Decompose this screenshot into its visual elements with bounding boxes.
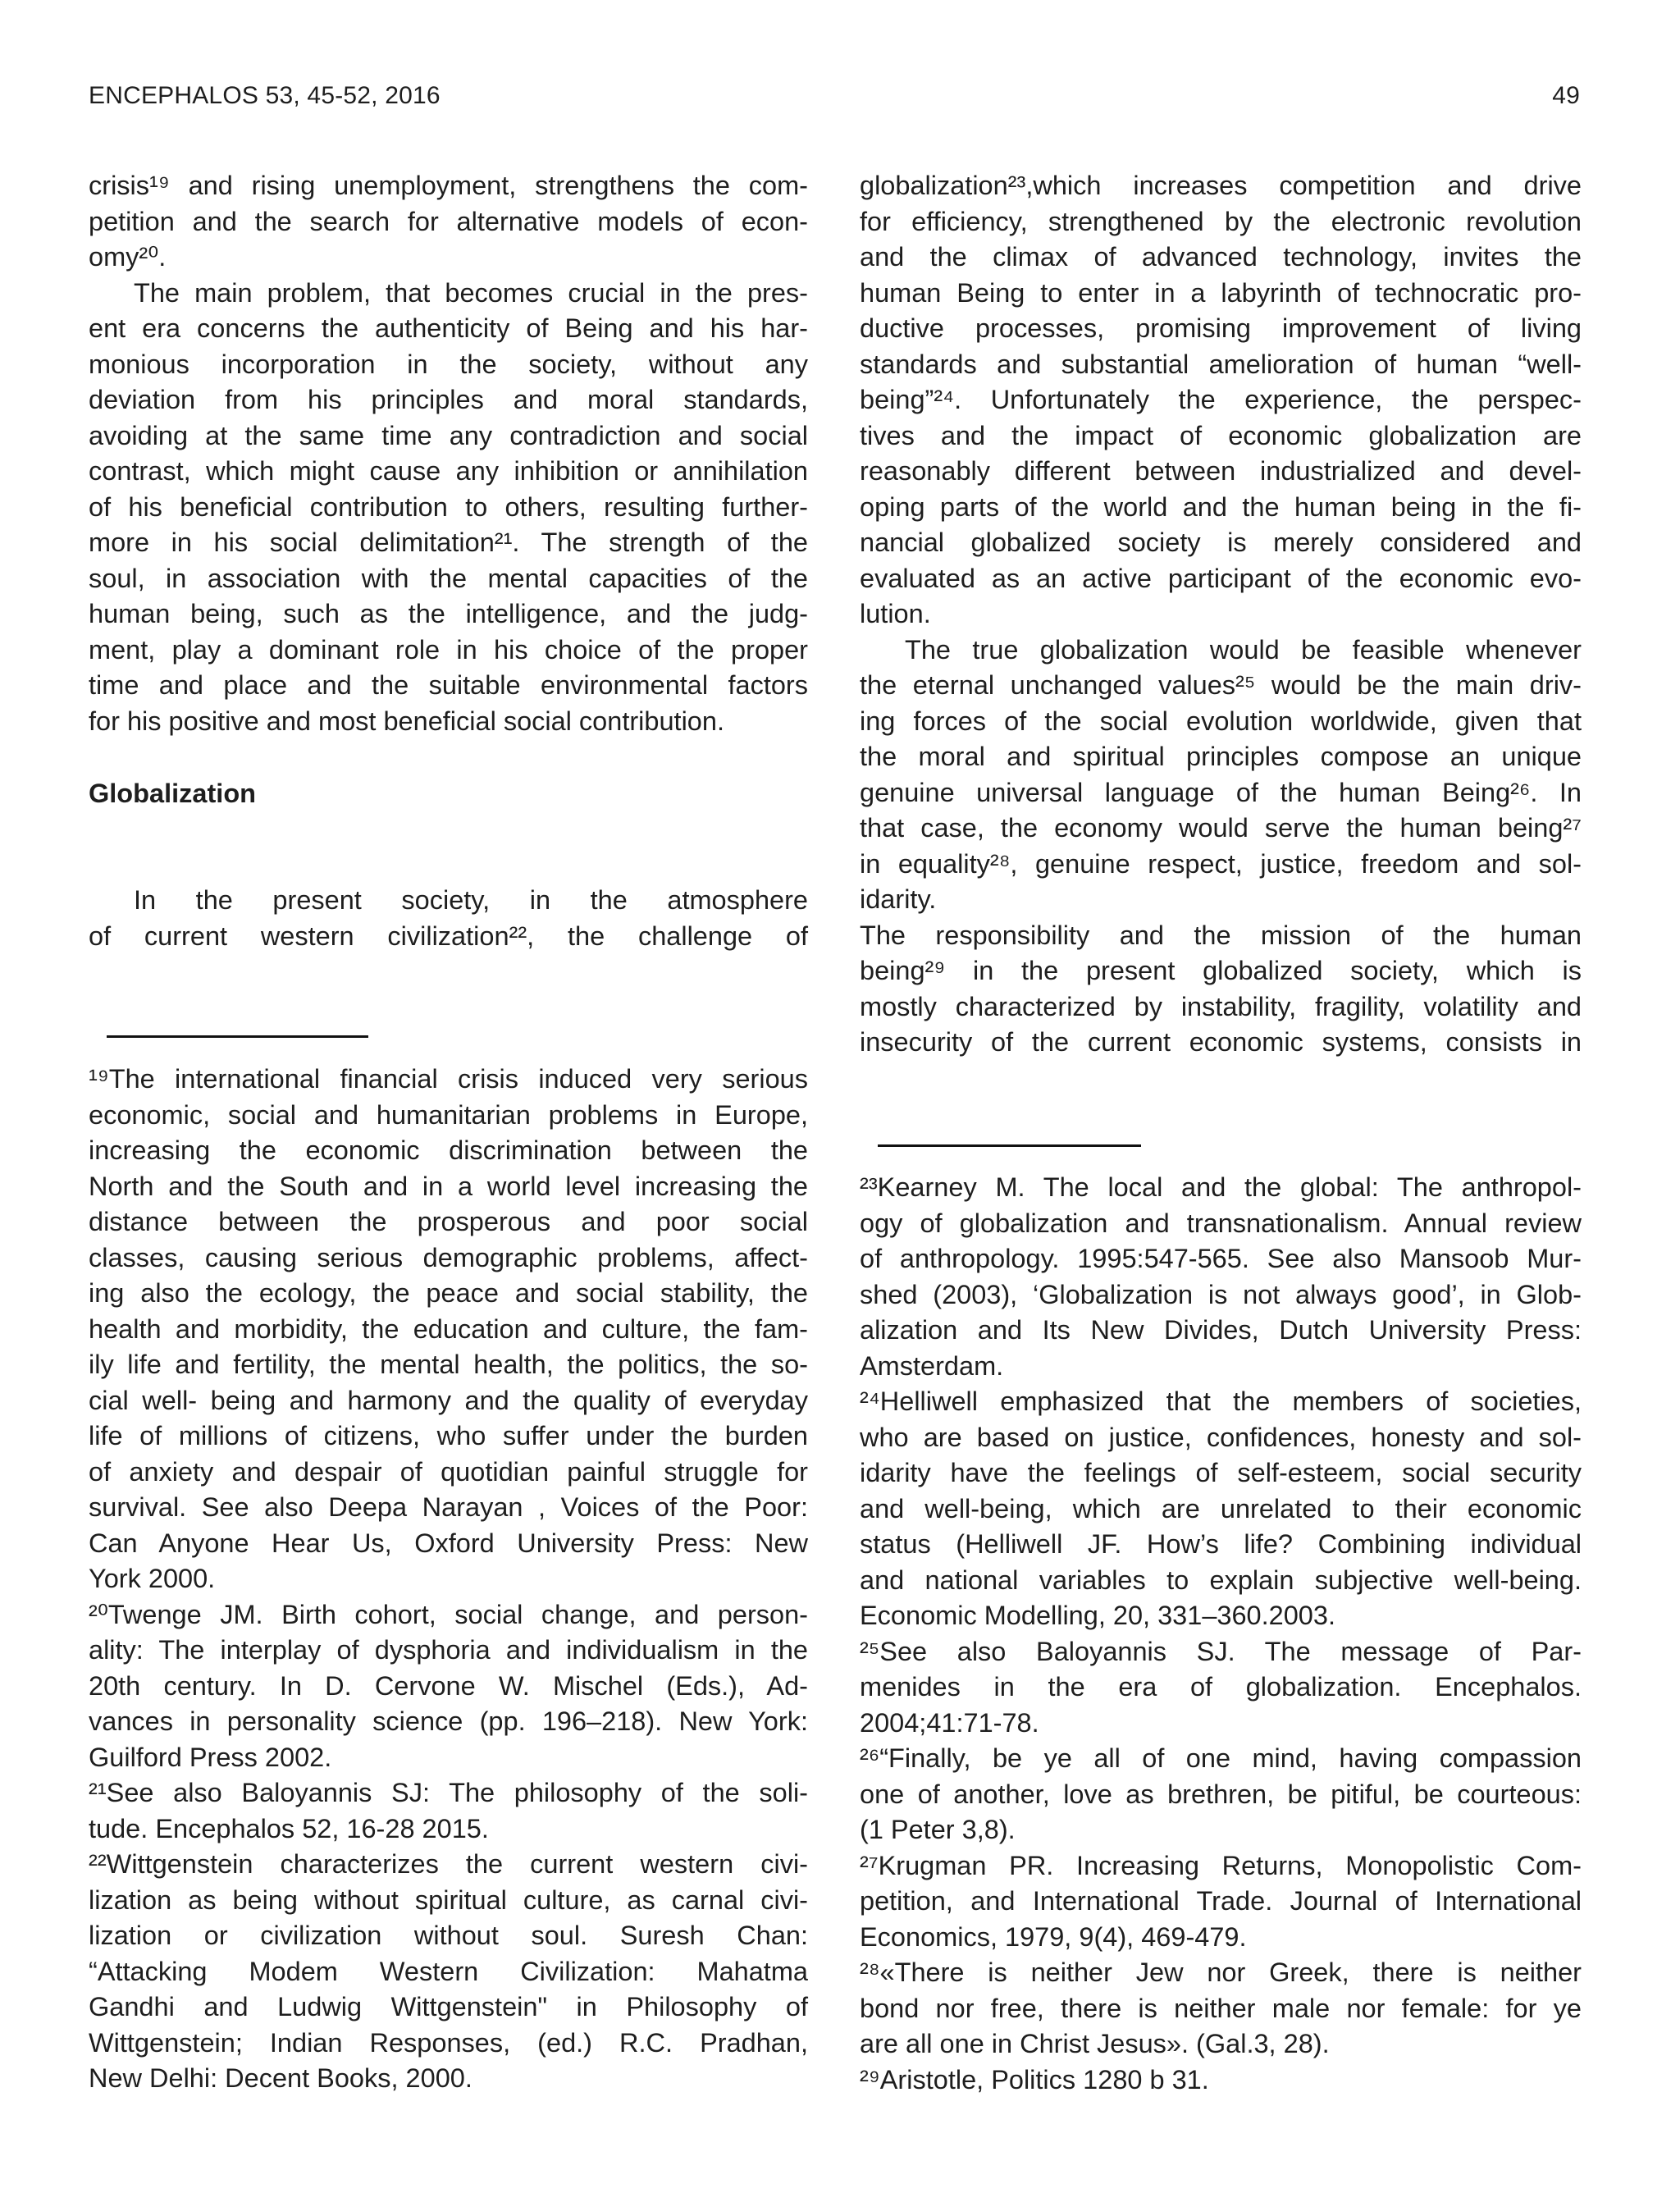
- text-line: ²⁸«There is neither Jew nor Greek, there is neither: [860, 1957, 1582, 1987]
- text-line: York 2000.: [89, 1564, 216, 1593]
- text-line: petition and the search for alternative models of econ-: [89, 206, 808, 236]
- footnote: [860, 1384, 1582, 1634]
- text-line: and the climax of advanced technology, invites the: [860, 242, 1582, 272]
- footnote: [89, 1847, 808, 2097]
- text-line: health and morbidity, the education and culture, the fam-: [89, 1313, 808, 1344]
- text-line: Can Anyone Hear Us, Oxford University Press: New: [89, 1528, 808, 1558]
- text-line: tude. Encephalos 52, 16-28 2015.: [89, 1813, 489, 1843]
- text-line: ent era concerns the authenticity of Being and his har-: [89, 313, 808, 343]
- text-line: Economics, 1979, 9(4), 469-479.: [860, 1921, 1247, 1952]
- right-column-footnotes: [860, 1170, 1582, 2098]
- text-line: cial well- being and harmony and the quality of everyday: [89, 1385, 808, 1415]
- text-line: in equality²⁸, genuine respect, justice, freedom and sol-: [860, 848, 1582, 879]
- text-line: lization or civilization without soul. Suresh Chan:: [89, 1921, 808, 1950]
- paragraph: [89, 276, 808, 740]
- text-line: nancial globalized society is merely considered and: [860, 528, 1582, 557]
- text-line: The true globalization would be feasible whenever: [905, 634, 1582, 665]
- footnote-separator-left: [107, 1035, 368, 1038]
- footnote: [860, 2063, 1582, 2099]
- text-line: are all one in Christ Jesus». (Gal.3, 28).: [860, 2029, 1330, 2058]
- footnote: [860, 1848, 1582, 1956]
- footnote: [860, 1634, 1582, 1742]
- footnote: [860, 1170, 1582, 1384]
- text-line: ality: The interplay of dysphoria and individualism in the: [89, 1635, 808, 1665]
- text-line: reasonably different between industrialized and devel-: [860, 456, 1582, 486]
- text-line: Amsterdam.: [860, 1350, 1004, 1381]
- text-line: The responsibility and the mission of the human: [860, 920, 1582, 950]
- footnote: [89, 1062, 808, 1597]
- text-line: evaluated as an active participant of the economic evo-: [860, 563, 1582, 593]
- text-line: the moral and spiritual principles compose an unique: [860, 742, 1582, 771]
- text-line: more in his social delimitation²¹. The strength of the: [89, 528, 808, 557]
- text-line: ogy of globalization and transnationalism. Annual review: [860, 1208, 1582, 1238]
- paragraph: [860, 168, 1582, 633]
- text-line: ductive processes, promising improvement of living: [860, 313, 1582, 343]
- text-line: Guilford Press 2002.: [89, 1742, 332, 1772]
- text-line: Economic Modelling, 20, 331–360.2003.: [860, 1601, 1335, 1630]
- text-line: economic, social and humanitarian problems in Europe,: [89, 1099, 808, 1130]
- text-line: distance between the prosperous and poor social: [89, 1207, 808, 1236]
- footnote: [860, 1955, 1582, 2063]
- text-line: petition, and International Trade. Journal of International: [860, 1886, 1582, 1916]
- footnote: [89, 1597, 808, 1776]
- text-line: ment, play a dominant role in his choice of the proper: [89, 634, 808, 665]
- text-line: In the present society, in the atmosphere: [134, 885, 808, 915]
- text-line: “Attacking Modem Western Civilization: Mahatma: [89, 1956, 808, 1986]
- text-line: ²⁹Aristotle, Politics 1280 b 31.: [860, 2064, 1209, 2095]
- text-line: deviation from his principles and moral standards,: [89, 385, 808, 414]
- text-line: lization as being without spiritual culture, as carnal civi-: [89, 1884, 808, 1915]
- footnote: [89, 1775, 808, 1847]
- right-column-body: [860, 168, 1582, 1061]
- paragraph: [860, 633, 1582, 918]
- text-line: tives and the impact of economic globalization are: [860, 420, 1582, 450]
- text-line: crisis¹⁹ and rising unemployment, strengthens the com-: [89, 171, 808, 200]
- text-line: status (Helliwell JF. How’s life? Combining individual: [860, 1529, 1582, 1559]
- text-line: Wittgenstein; Indian Responses, (ed.) R.C. Pradhan,: [89, 2027, 808, 2058]
- text-line: being²⁹ in the present globalized society, which is: [860, 956, 1582, 985]
- text-line: for his positive and most beneficial social contribution.: [89, 706, 724, 736]
- text-line: ²³Kearney M. The local and the global: The anthropol-: [860, 1172, 1582, 1202]
- text-line: idarity.: [860, 884, 937, 914]
- text-line: the eternal unchanged values²⁵ would be the main driv-: [860, 670, 1582, 700]
- text-line: human being, such as the intelligence, and the judg-: [89, 599, 808, 628]
- text-line: ily life and fertility, the mental health, the politics, the so-: [89, 1350, 808, 1379]
- text-line: ing forces of the social evolution worldwide, given that: [860, 706, 1582, 736]
- text-line: New Delhi: Decent Books, 2000.: [89, 2063, 472, 2093]
- left-column-footnotes: [89, 1062, 808, 2097]
- text-line: time and place and the suitable environmental factors: [89, 670, 808, 700]
- running-header-journal: ENCEPHALOS 53, 45-52, 2016: [89, 82, 441, 109]
- text-line: The main problem, that becomes crucial in the pres-: [134, 277, 808, 308]
- text-line: menides in the era of globalization. Encephalos.: [860, 1672, 1582, 1702]
- text-line: ¹⁹The international financial crisis induced very serious: [89, 1064, 808, 1094]
- text-line: ²⁵See also Baloyannis SJ. The message of Par-: [860, 1636, 1582, 1666]
- footnote-separator-right: [878, 1144, 1141, 1147]
- text-line: survival. See also Deepa Narayan , Voices of the Poor:: [89, 1492, 808, 1522]
- paragraph: [860, 918, 1582, 1061]
- text-line: ing also the ecology, the peace and social stability, the: [89, 1278, 808, 1308]
- text-line: soul, in association with the mental capacities of the: [89, 563, 808, 593]
- text-line: being”²⁴. Unfortunately the experience, the perspec-: [860, 385, 1582, 414]
- text-line: 20th century. In D. Cervone W. Mischel (Eds.), Ad-: [89, 1670, 808, 1701]
- text-line: ²²Wittgenstein characterizes the current western civi-: [89, 1849, 808, 1879]
- text-line: and national variables to explain subjective well-being.: [860, 1565, 1582, 1595]
- text-line: ²⁴Helliwell emphasized that the members of societies,: [860, 1386, 1582, 1416]
- text-line: insecurity of the current economic systems, consists in: [860, 1027, 1582, 1057]
- text-line: of anxiety and despair of quotidian painful struggle for: [89, 1456, 808, 1487]
- page-number: 49: [1552, 82, 1580, 109]
- text-line: classes, causing serious demographic problems, affect-: [89, 1242, 808, 1272]
- text-line: 2004;41:71-78.: [860, 1707, 1039, 1738]
- text-line: lution.: [860, 599, 931, 628]
- text-line: one of another, love as brethren, be pitiful, be courteous:: [860, 1779, 1582, 1809]
- text-line: bond nor free, there is neither male nor female: for ye: [860, 1993, 1582, 2023]
- text-line: of current western civilization²², the challenge of: [89, 920, 808, 951]
- text-line: Gandhi and Ludwig Wittgenstein" in Philosophy of: [89, 1992, 808, 2021]
- text-line: ²⁶“Finally, be ye all of one mind, having compassion: [860, 1743, 1582, 1773]
- text-line: avoiding at the same time any contradiction and social: [89, 420, 808, 450]
- text-line: oping parts of the world and the human being in the fi-: [860, 491, 1582, 522]
- text-line: globalization²³,which increases competition and drive: [860, 171, 1582, 200]
- text-line: life of millions of citizens, who suffer under the burden: [89, 1421, 808, 1450]
- paragraph: [89, 883, 808, 954]
- text-line: shed (2003), ‘Globalization is not always good’, in Glob-: [860, 1279, 1582, 1309]
- text-line: that case, the economy would serve the human being²⁷: [860, 813, 1582, 843]
- text-line: and well-being, which are unrelated to their economic: [860, 1493, 1582, 1523]
- text-line: vances in personality science (pp. 196–218). New York:: [89, 1706, 808, 1736]
- text-line: monious incorporation in the society, without any: [89, 349, 808, 379]
- text-line: ²¹See also Baloyannis SJ: The philosophy of the soli-: [89, 1778, 808, 1807]
- text-line: human Being to enter in a labyrinth of technocratic pro-: [860, 277, 1582, 308]
- text-line: mostly characterized by instability, fragility, volatility and: [860, 991, 1582, 1021]
- text-line: of his beneficial contribution to others, resulting further-: [89, 491, 808, 522]
- text-line: idarity have the feelings of self-esteem, social security: [860, 1458, 1582, 1487]
- left-column-body: [89, 168, 808, 739]
- text-line: who are based on justice, confidences, honesty and sol-: [860, 1422, 1582, 1452]
- text-line: North and the South and in a world level increasing the: [89, 1171, 808, 1201]
- text-line: increasing the economic discrimination between the: [89, 1135, 808, 1165]
- text-line: ²⁷Krugman PR. Increasing Returns, Monopolistic Com-: [860, 1850, 1582, 1880]
- text-line: alization and Its New Divides, Dutch University Press:: [860, 1315, 1582, 1345]
- text-line: standards and substantial amelioration of human “well-: [860, 349, 1582, 379]
- text-line: contrast, which might cause any inhibition or annihilation: [89, 456, 808, 486]
- text-line: ²⁰Twenge JM. Birth cohort, social change, and person-: [89, 1599, 808, 1629]
- footnote: [860, 1741, 1582, 1848]
- text-line: genuine universal language of the human Being²⁶. In: [860, 777, 1582, 807]
- text-line: omy²⁰.: [89, 242, 167, 272]
- text-line: (1 Peter 3,8).: [860, 1815, 1016, 1844]
- paragraph: [89, 168, 808, 276]
- section-heading-globalization: Globalization: [89, 779, 257, 808]
- left-column-section-body: [89, 883, 808, 954]
- text-line: of anthropology. 1995:547-565. See also Mansoob Mur-: [860, 1244, 1582, 1273]
- text-line: for efficiency, strengthened by the electronic revolution: [860, 206, 1582, 236]
